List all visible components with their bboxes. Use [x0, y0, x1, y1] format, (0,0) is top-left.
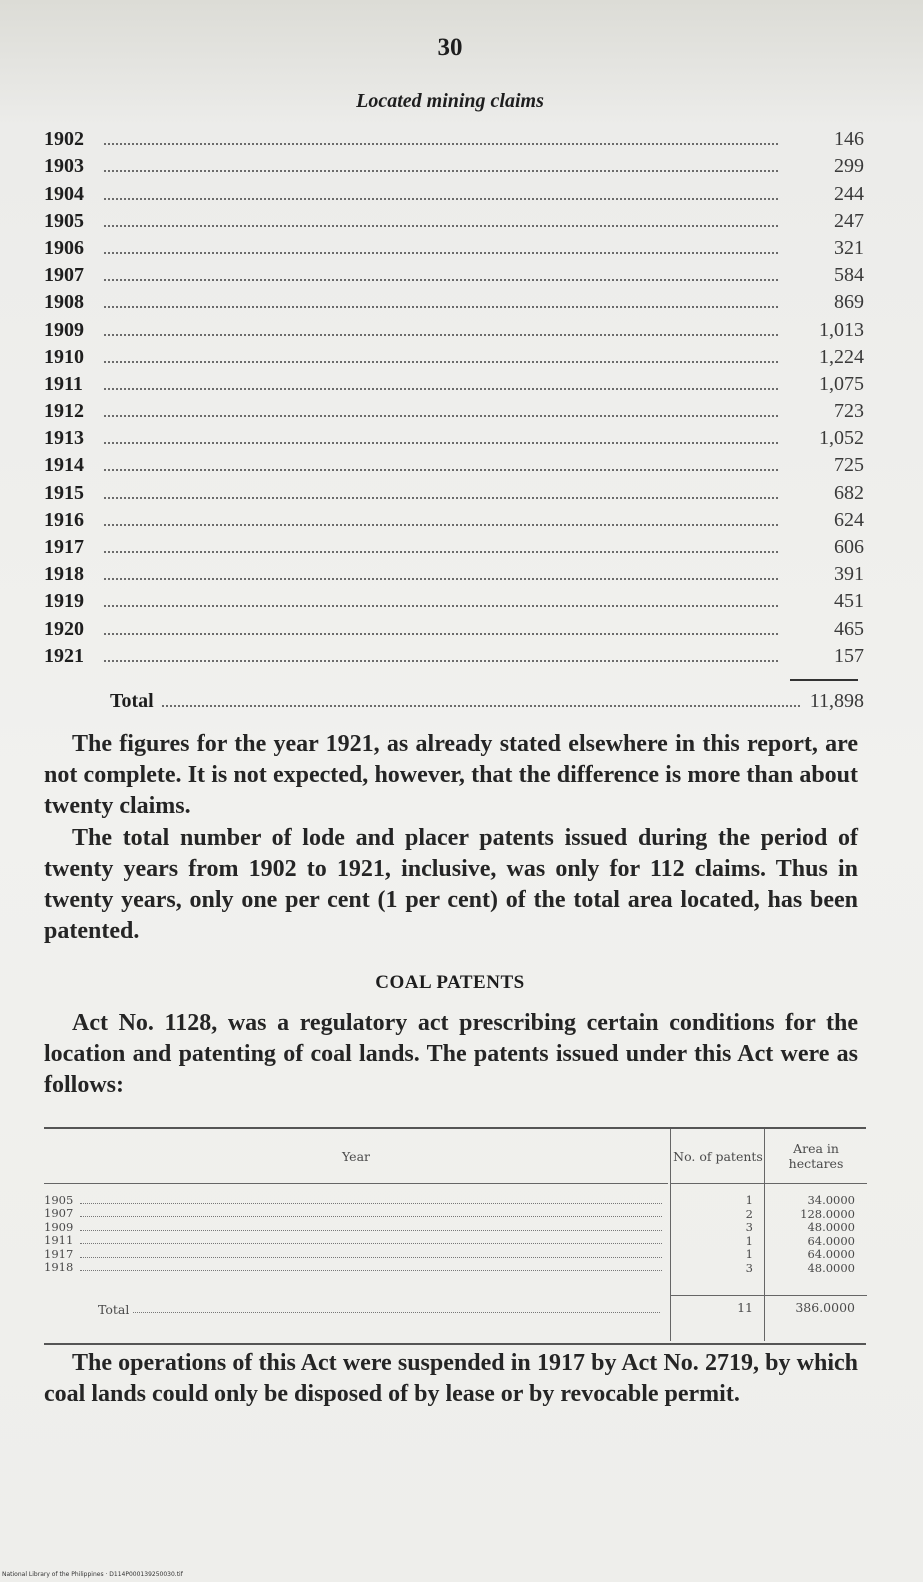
claim-row — [44, 314, 864, 341]
year-cell: 1911 — [44, 1233, 74, 1247]
claims-total-count: 11,898 — [809, 690, 864, 712]
claim-year: 1903 — [44, 155, 84, 178]
coal-total-area: 386.0000 — [765, 1295, 867, 1317]
claim-row — [44, 641, 864, 668]
year-header: Year — [44, 1129, 668, 1184]
claim-year: 1920 — [44, 617, 84, 640]
patents-cell: 1 — [745, 1247, 753, 1261]
claim-year: 1921 — [44, 644, 84, 667]
table-row-year — [44, 1207, 668, 1221]
year-cell: 1909 — [44, 1219, 74, 1234]
claim-row — [44, 450, 864, 477]
scan-footer: National Library of the Philippines · D114P000139250030.tif — [2, 1571, 183, 1578]
table-row-year — [44, 1234, 668, 1248]
year-cell: 1918 — [44, 1260, 74, 1274]
claim-count: 157 — [834, 644, 864, 667]
claim-year: 1908 — [44, 291, 84, 314]
leader-dots — [80, 1203, 662, 1204]
year-cell: 1905 — [44, 1192, 74, 1207]
claim-year: 1902 — [44, 128, 84, 151]
claim-year: 1916 — [44, 508, 84, 531]
leader-dots — [104, 170, 778, 172]
leader-dots — [104, 497, 778, 499]
claim-row — [44, 287, 864, 314]
claim-count: 1,224 — [819, 345, 864, 368]
claim-row — [44, 532, 864, 559]
area-cell: 64.0000 — [807, 1233, 855, 1248]
leader-dots — [104, 306, 778, 308]
patents-cells — [671, 1184, 765, 1274]
claim-row — [44, 206, 864, 233]
claim-count: 451 — [834, 590, 864, 613]
claim-row — [44, 151, 864, 178]
leader-dots — [104, 551, 778, 553]
area-cell: 48.0000 — [807, 1220, 855, 1234]
page-number: 30 — [437, 34, 463, 61]
table-row-year — [44, 1193, 668, 1207]
area-cell: 34.0000 — [807, 1193, 855, 1207]
leader-dots — [104, 442, 778, 444]
area-cells — [765, 1184, 867, 1274]
claim-count: 1,013 — [819, 318, 864, 341]
leader-dots — [80, 1257, 662, 1258]
claim-year: 1904 — [44, 182, 84, 205]
claim-row — [44, 505, 864, 532]
leader-dots — [104, 469, 778, 471]
claim-year: 1905 — [44, 209, 84, 232]
leader-dots — [162, 705, 800, 707]
year-cell: 1907 — [44, 1206, 74, 1220]
claim-count: 247 — [834, 209, 864, 232]
claim-year: 1906 — [44, 236, 84, 259]
leader-dots — [104, 334, 778, 336]
leader-dots — [104, 198, 778, 200]
claim-count: 725 — [834, 454, 864, 477]
claim-row — [44, 559, 864, 586]
coal-total-row — [44, 1295, 668, 1317]
claim-count: 682 — [834, 481, 864, 504]
claim-row — [44, 369, 864, 396]
paragraph-figures-1921: The figures for the year 1921, as already stated elsewhere in this report, are not complete. It is not expected, however, that the difference is more than about twenty claims. — [44, 731, 858, 819]
claim-row — [44, 477, 864, 504]
claim-count: 1,075 — [819, 372, 864, 395]
leader-dots — [104, 633, 778, 635]
paragraph-patents-issued: The total number of lode and placer patents issued during the period of twenty years from 1902 to 1921, inclusive, was only for 112 claims. Thus in twenty years, only one per cent (1 per cent) of the total area located, has been patented. — [44, 825, 858, 944]
table-row-year — [44, 1220, 668, 1234]
area-cell: 64.0000 — [807, 1247, 855, 1261]
patents-cell: 3 — [745, 1260, 753, 1275]
patents-cell: 3 — [745, 1220, 753, 1234]
year-cells — [44, 1184, 668, 1274]
coal-patents-table — [44, 1127, 866, 1345]
total-rule — [790, 679, 858, 681]
claim-year: 1914 — [44, 454, 84, 477]
claim-year: 1915 — [44, 481, 84, 504]
claim-row — [44, 124, 864, 151]
claim-count: 584 — [834, 264, 864, 287]
leader-dots — [104, 415, 778, 417]
leader-dots — [104, 361, 778, 363]
claim-row — [44, 342, 864, 369]
claim-count: 1,052 — [819, 427, 864, 450]
claim-count: 606 — [834, 536, 864, 558]
claim-count: 869 — [834, 291, 864, 314]
leader-dots — [133, 1312, 660, 1313]
claim-year: 1918 — [44, 563, 84, 586]
claim-row — [44, 396, 864, 423]
claim-row — [44, 178, 864, 205]
claim-year: 1911 — [44, 372, 83, 395]
leader-dots — [104, 388, 778, 390]
claim-row — [44, 260, 864, 287]
claims-total-row — [110, 690, 864, 713]
claim-count: 465 — [834, 617, 864, 640]
leader-dots — [80, 1270, 662, 1271]
patents-header: No. of patents — [671, 1129, 765, 1184]
patents-cell: 2 — [745, 1206, 753, 1221]
claim-count: 723 — [834, 400, 864, 423]
year-column — [44, 1129, 668, 1341]
paragraph-act-suspended: The operations of this Act were suspended in 1917 by Act No. 2719, by which coal lands could only be disposed of by lease or by revocable permit. — [44, 1350, 858, 1407]
table-row-year — [44, 1247, 668, 1261]
claim-year: 1917 — [44, 536, 84, 558]
table-row-year — [44, 1261, 668, 1275]
leader-dots — [104, 143, 778, 145]
leader-dots — [104, 252, 778, 254]
leader-dots — [104, 578, 778, 580]
leader-dots — [104, 524, 778, 526]
area-header: Area in hectares — [765, 1129, 867, 1184]
claims-total-label: Total — [110, 690, 154, 712]
leader-dots — [80, 1216, 662, 1217]
claim-year: 1913 — [44, 427, 84, 450]
patents-cell: 1 — [745, 1193, 753, 1207]
claim-year: 1919 — [44, 590, 84, 613]
year-cell: 1917 — [44, 1246, 74, 1261]
claim-count: 244 — [834, 182, 864, 205]
area-column — [764, 1129, 867, 1341]
leader-dots — [104, 660, 778, 662]
leader-dots — [104, 279, 778, 281]
claim-year: 1912 — [44, 400, 84, 423]
section-title: Located mining claims — [356, 90, 544, 112]
paragraph-act-1128: Act No. 1128, was a regulatory act prescribing certain conditions for the location and patenting of coal lands. The patents issued under this Act were as follows: — [44, 1010, 858, 1098]
coal-total-label: Total — [98, 1302, 130, 1317]
leader-dots — [104, 605, 778, 607]
claim-count: 624 — [834, 508, 864, 531]
area-cell: 128.0000 — [800, 1206, 855, 1221]
patents-column — [670, 1129, 765, 1341]
claim-row — [44, 423, 864, 450]
claim-count: 299 — [834, 155, 864, 178]
claim-year: 1910 — [44, 345, 84, 368]
coal-total-patents: 11 — [671, 1295, 765, 1317]
leader-dots — [80, 1230, 662, 1231]
claim-count: 391 — [834, 563, 864, 586]
claim-row — [44, 613, 864, 640]
claim-count: 321 — [834, 236, 864, 259]
leader-dots — [80, 1243, 662, 1244]
patents-cell: 1 — [745, 1233, 753, 1248]
leader-dots — [104, 225, 778, 227]
coal-patents-heading: COAL PATENTS — [375, 972, 525, 993]
claims-list — [44, 124, 864, 668]
claim-year: 1909 — [44, 318, 84, 341]
area-cell: 48.0000 — [807, 1260, 855, 1275]
claim-row — [44, 586, 864, 613]
claim-row — [44, 233, 864, 260]
claim-count: 146 — [834, 128, 864, 151]
claim-year: 1907 — [44, 264, 84, 287]
